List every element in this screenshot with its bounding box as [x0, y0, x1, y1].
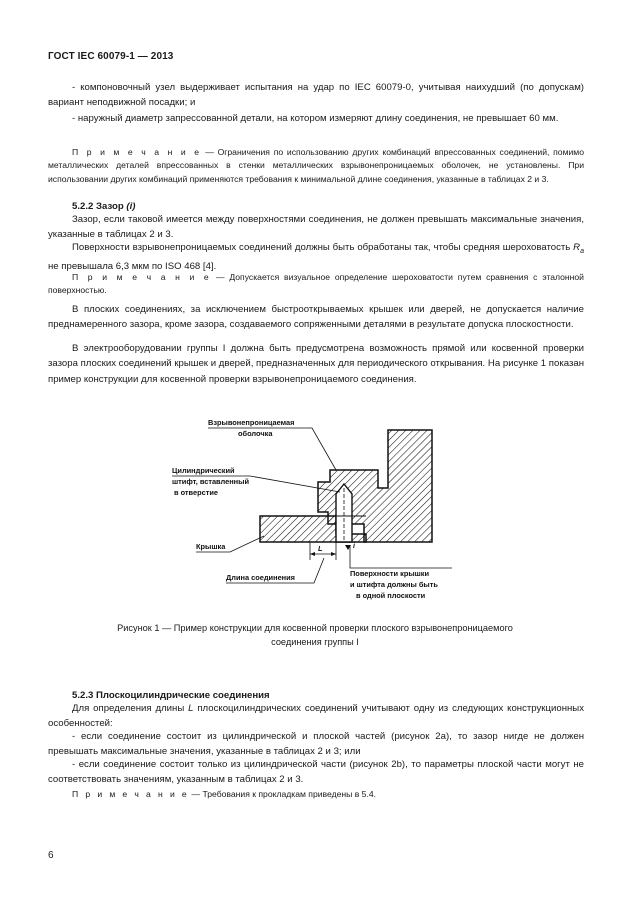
figure-1-diagram [160, 400, 470, 600]
page-header: ГОСТ IEC 60079-1 — 2013 [48, 51, 174, 62]
bullet-outer-diameter: - наружный диаметр запрессованной детали, на котором измеряют длину соединения, не превышает 60 мм. [72, 113, 559, 124]
note-1 [48, 146, 584, 186]
section-5-2-2-heading: 5.2.2 Зазор [72, 201, 124, 212]
para-2-text-b: не превышала 6,3 мкм по ISO 468 [4]. [48, 261, 217, 273]
label-surface-line-3: в одной плоскости [356, 591, 426, 600]
s523-text-a: Для определения длины [72, 703, 189, 714]
label-enclosure-line-2: оболочка [238, 429, 273, 438]
dim-label-l: L [318, 544, 323, 553]
label-pin-line-2: штифт, вставленный [172, 477, 249, 486]
note-1-label: П р и м е ч а н и е [72, 147, 202, 157]
leader-surface [350, 546, 452, 568]
para-2-text-a: Поверхности взрывонепроницаемых соединений должны быть обработаны так, чтобы средняя шероховатость [72, 242, 574, 253]
section-5-2-3-para-1 [48, 701, 584, 732]
label-pin-line-1: Цилиндрический [172, 466, 235, 475]
figure-1-caption: Рисунок 1 — Пример конструкции для косвенной проверки плоского взрывонепроницаемого соединения группы I [117, 623, 513, 647]
note-2-text: — Допускается визуальное определение шероховатости путем сравнения с эталонной поверхностью. [48, 272, 584, 296]
s523-text-b: плоскоцилиндрических соединений учитывают одну из следующих конструкционных особенностей: [48, 703, 584, 730]
note-3-label: П р и м е ч а н и е [72, 789, 190, 799]
para-flat-joints: В плоских соединениях, за исключением быстрооткрываемых крышек или дверей, не допускается наличие преднамеренного зазора, кроме зазора, создаваемого сопряженными деталями в результате допуска плоскостности. [48, 304, 584, 331]
section-5-2-3-bullet-2: - если соединение состоит только из цилиндрической части (рисунок 2b), то параметры плоской части могут не соответствовать значениям, указанным в таблицах 2 и 3. [48, 759, 584, 786]
para-group-1: В электрооборудовании группы I должна быть предусмотрена возможность прямой или косвенной проверки зазора плоских соединений крышек и дверей, предназначенных для периодического открывания. На рисунке 1 показан пример конструкции для косвенной проверки взрывонепроницаемого соединения. [48, 343, 584, 385]
label-enclosure-line-1: Взрывонепроницаемая [208, 418, 295, 427]
note-3 [48, 788, 584, 801]
note-1-text: — Ограничения по использованию других комбинаций впрессованных соединений, помимо металлических деталей впрессованных в стенки металлических взрывонепроницаемых оболочек, не установлены. При использовании других комбинаций применяются требования к минимальной длине соединения, указанные в таблицах 2 и 3. [48, 147, 584, 184]
section-5-2-2-symbol: (i) [126, 201, 136, 212]
bullet-impact-test: - компоновочный узел выдерживает испытания на удар по IEC 60079-0, учитывая наихудший (по допускам) вариант неподвижной посадки; и [48, 82, 584, 109]
section-5-2-2-para-2 [48, 240, 584, 275]
label-surface-line-1: Поверхности крышки [350, 569, 430, 578]
section-5-2-3-bullet-1: - если соединение состоит из цилиндрической и плоской частей (рисунок 2а), то зазор нигде не должен превышать максимальные значения, указанные в таблицах 2 и 3; или [48, 731, 584, 758]
section-5-2-2-para-1: Зазор, если таковой имеется между поверхностями соединения, не должен превышать максимальные значения, указанные в таблицах 2 и 3. [48, 214, 584, 241]
dim-label-i: i [353, 543, 355, 550]
note-2 [48, 271, 584, 298]
label-length: Длина соединения [226, 573, 295, 582]
note-2-label: П р и м е ч а н и е [72, 272, 212, 282]
roughness-symbol: R [573, 242, 581, 253]
label-cover: Крышка [196, 542, 226, 551]
length-symbol: L [188, 703, 194, 714]
note-3-text: — Требования к прокладкам приведены в 5.4. [189, 789, 376, 799]
section-5-2-3-heading: 5.2.3 Плоскоцилиндрические соединения [72, 690, 270, 701]
label-pin-line-3: в отверстие [174, 488, 219, 497]
page-number: 6 [48, 850, 54, 861]
roughness-subscript: a [580, 247, 584, 255]
label-surface-line-2: и штифта должны быть [350, 580, 438, 589]
